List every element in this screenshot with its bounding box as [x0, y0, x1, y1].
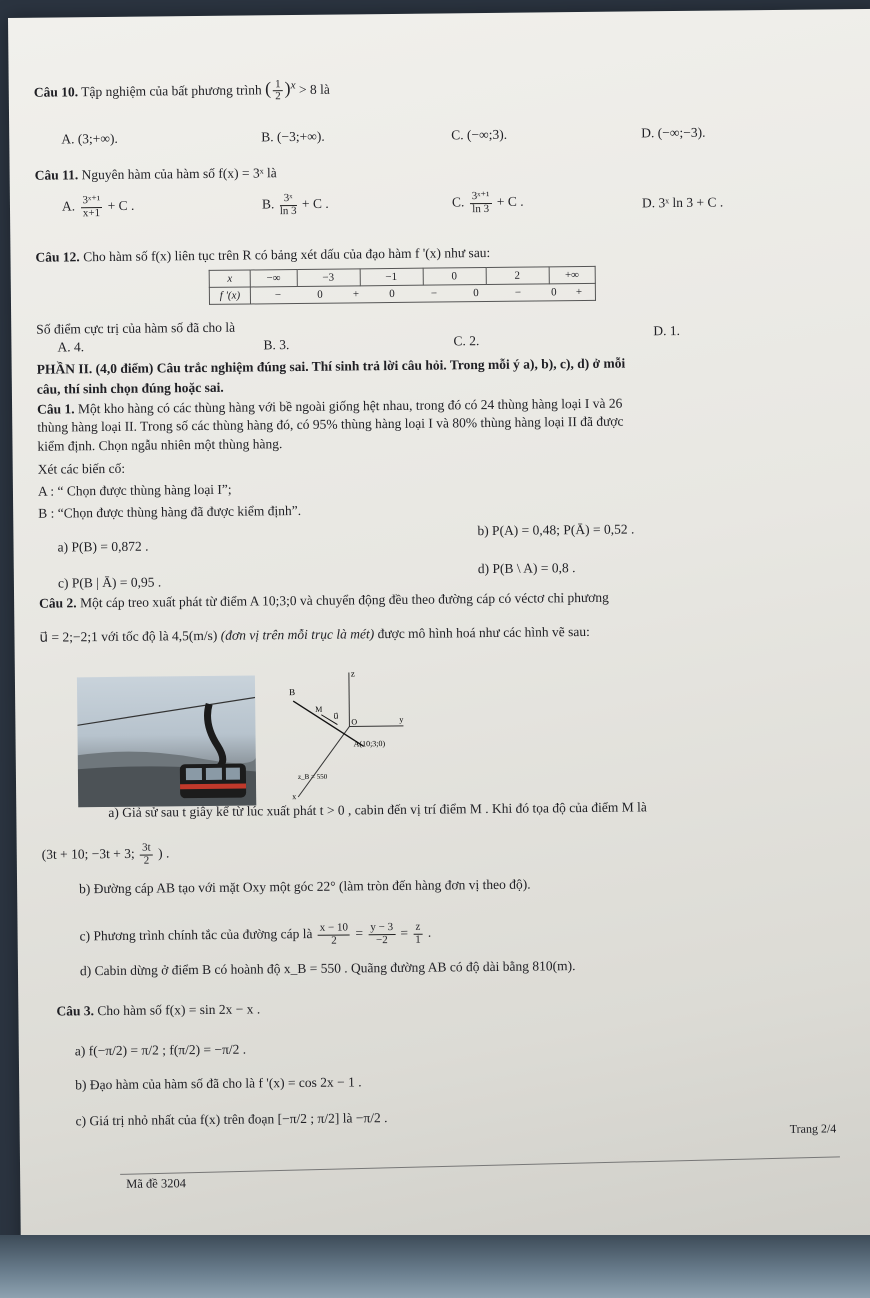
p2q2-item-b: b) Đường cáp AB tạo với mặt Oxy một góc 22° (làm tròn đến hàng đơn vị theo độ). — [79, 876, 531, 897]
origin-label: O — [351, 717, 358, 727]
point-a-label: A(10;3;0) — [353, 739, 386, 749]
p2q1-item-c: c) P(B | Ā) = 0,95 . — [57, 574, 162, 591]
axes-sketch — [277, 666, 418, 807]
sign-table-row-fprime — [209, 283, 595, 304]
p2q3-stem: Câu 3. Cho hàm số f(x) = sin 2x − x . — [56, 1001, 261, 1019]
q12-option-a: A. 4. — [57, 339, 85, 355]
p2q2-item-c: c) Phương trình chính tắc của đường cáp là $\frac{x - 10}{2}$ = $\frac{y - 3}{-2}$ = $\frac{z}{1}$ . — [79, 920, 432, 947]
p2q1-event-a: A : “ Chọn được thùng hàng loại I”; — [37, 481, 232, 499]
footer-divider — [120, 1156, 840, 1175]
vector-u-label: u⃗ — [333, 711, 339, 721]
q12-text: Cho hàm số f(x) liên tục trên R có bảng xét dấu của đạo hàm f '(x) như sau: — [83, 244, 491, 265]
p2q3-item-a: a) f(−π/2) = π/2 ; f(π/2) = −π/2 . — [74, 1041, 247, 1059]
q11-stem — [35, 165, 277, 184]
sign-cell: f '(x) — [209, 287, 250, 304]
p2q1-line4: Xét các biến cố: — [37, 460, 126, 477]
p2q1-event-b: B : “Chọn được thùng hàng đã được kiểm định”. — [38, 502, 302, 521]
q10-title: Câu 10. — [33, 84, 79, 100]
sign-cell: x — [209, 270, 250, 287]
p2q2-item-a: a) Giả sử sau t giây kể từ lúc xuất phát t > 0 , cabin đến vị trí điểm M . Khi đó tọa độ của điểm M là — [108, 799, 647, 820]
part2-desc1: Thí sinh trả lời câu hỏi. Trong mỗi ý a), b), c), d) ở mỗi — [308, 355, 626, 374]
q12-option-b: B. 3. — [263, 337, 290, 353]
part2-title: PHẦN II. (4,0 điểm) Câu trắc nghiệm đúng sai. — [36, 358, 309, 377]
zb-label: z_B = 550 — [297, 772, 328, 782]
q11-option-b: B. $\frac{\text{3ˣ}}{\ln 3}$ + C . — [261, 192, 329, 217]
sign-cell: +∞ — [549, 266, 596, 283]
p2q1-item-d: d) P(B \ A) = 0,8 . — [477, 560, 576, 577]
q12-question: Số điểm cực trị của hàm số đã cho là — [36, 319, 236, 337]
sign-cell: 2 — [486, 267, 549, 285]
part2-desc2: câu, thí sinh chọn đúng hoặc sai. — [36, 379, 224, 397]
q12-title: Câu 12. — [35, 249, 80, 265]
q10-text: Tập nghiệm của bất phương trình — [81, 82, 262, 100]
p2q3-item-b: b) Đạo hàm của hàm số đã cho là f '(x) = cos 2x − 1 . — [75, 1074, 362, 1093]
background-surface — [0, 1235, 870, 1298]
p2q2-title: Câu 2. — [39, 595, 77, 611]
p2q2-item-a-coords: (3t + 10; −3t + 3; $\frac{3t}{2}$ ) . — [41, 841, 170, 867]
p2q1-line2: thùng hàng loại II. Trong số các thùng hàng đó, có 95% thùng hàng loại I và 80% thùng hàng loại II đã được — [37, 413, 624, 435]
q10-exp: x — [290, 79, 296, 92]
page-number: Trang 2/4 — [789, 1121, 837, 1136]
q11-option-c: C. $\frac{\text{3ˣ⁺¹}}{\ln 3}$ + C . — [451, 189, 524, 215]
p2q3-item-c: c) Giá trị nhỏ nhất của f(x) trên đoạn [−π/2 ; π/2] là −π/2 . — [75, 1110, 388, 1129]
sign-cell: −1 — [360, 268, 423, 286]
sign-cell: 0 — [423, 268, 486, 286]
exam-paper — [8, 9, 870, 1258]
axis-y-label: y — [399, 714, 404, 724]
q10-option-c: C. (−∞;3). — [451, 126, 508, 143]
q12-stem — [35, 245, 490, 267]
p2q3-title: Câu 3. — [56, 1003, 94, 1019]
q10-rhs: > 8 là — [298, 81, 330, 97]
sign-table — [209, 266, 596, 305]
q12-option-c: C. 2. — [453, 333, 480, 349]
q10-option-b: B. (−3;+∞). — [261, 128, 325, 145]
axis-x-label: x — [292, 792, 297, 802]
p2q1-line3: kiểm định. Chọn ngẫu nhiên một thùng hàng. — [37, 436, 283, 454]
p2q1-title: Câu 1. — [37, 401, 75, 417]
p2q1-line1: Câu 1. Một kho hàng có các thùng hàng với bề ngoài giống hệt nhau, trong đó có 24 thùng hàng loại I và 26 — [37, 395, 623, 417]
exam-code: Mã đề 3204 — [126, 1176, 187, 1191]
q10-stem: Câu 10. Tập nghiệm của bất phương trình ( $\frac{1}{2}$ )$^x$ > 8 là — [33, 78, 330, 103]
sign-cell: −3 — [297, 269, 360, 287]
point-m-label: M — [315, 704, 323, 714]
p2q2-line1: Câu 2. Một cáp treo xuất phát từ điểm A 10;3;0 và chuyển động đều theo đường cáp có véctơ chỉ phương — [39, 589, 609, 611]
p2q2-item-d: d) Cabin dừng ở điểm B có hoành độ x_B = 550 . Quãng đường AB có độ dài bằng 810(m). — [79, 958, 576, 979]
p2q1-item-b: b) P(A) = 0,48; P(Ā) = 0,52 . — [477, 521, 635, 539]
part2-heading — [37, 356, 626, 379]
q11-text: Nguyên hàm của hàm số f(x) = 3ˣ là — [81, 165, 277, 183]
p2q2-line2: u⃗ = 2;−2;1 với tốc độ là 4,5(m/s) (đơn vị trên mỗi trục là mét) được mô hình hoá như các hình vẽ sau: — [39, 623, 590, 645]
cable-car-illustration — [77, 675, 256, 807]
q11-option-a: A. $\frac{\text{3ˣ⁺¹}}{x+1}$ + C . — [61, 194, 135, 219]
q10-option-d: D. (−∞;−3). — [641, 124, 706, 141]
q10-option-a: A. (3;+∞). — [61, 130, 118, 147]
p2q1-item-a: a) P(B) = 0,872 . — [57, 538, 149, 555]
cable-car-photo — [77, 675, 256, 807]
q11-title: Câu 11. — [34, 167, 79, 183]
coordinate-diagram — [277, 666, 419, 812]
q11-option-d: D. 3ˣ ln 3 + C . — [641, 194, 724, 211]
sign-row-values: − 0 + 0 − 0 − 0 + — [250, 283, 595, 304]
axis-z-label: z — [350, 668, 355, 679]
point-b-label: B — [289, 687, 296, 698]
q12-option-d: D. 1. — [653, 322, 681, 339]
q10-base: $\frac{1}{2}$ — [274, 78, 281, 103]
sign-cell: −∞ — [250, 269, 297, 286]
